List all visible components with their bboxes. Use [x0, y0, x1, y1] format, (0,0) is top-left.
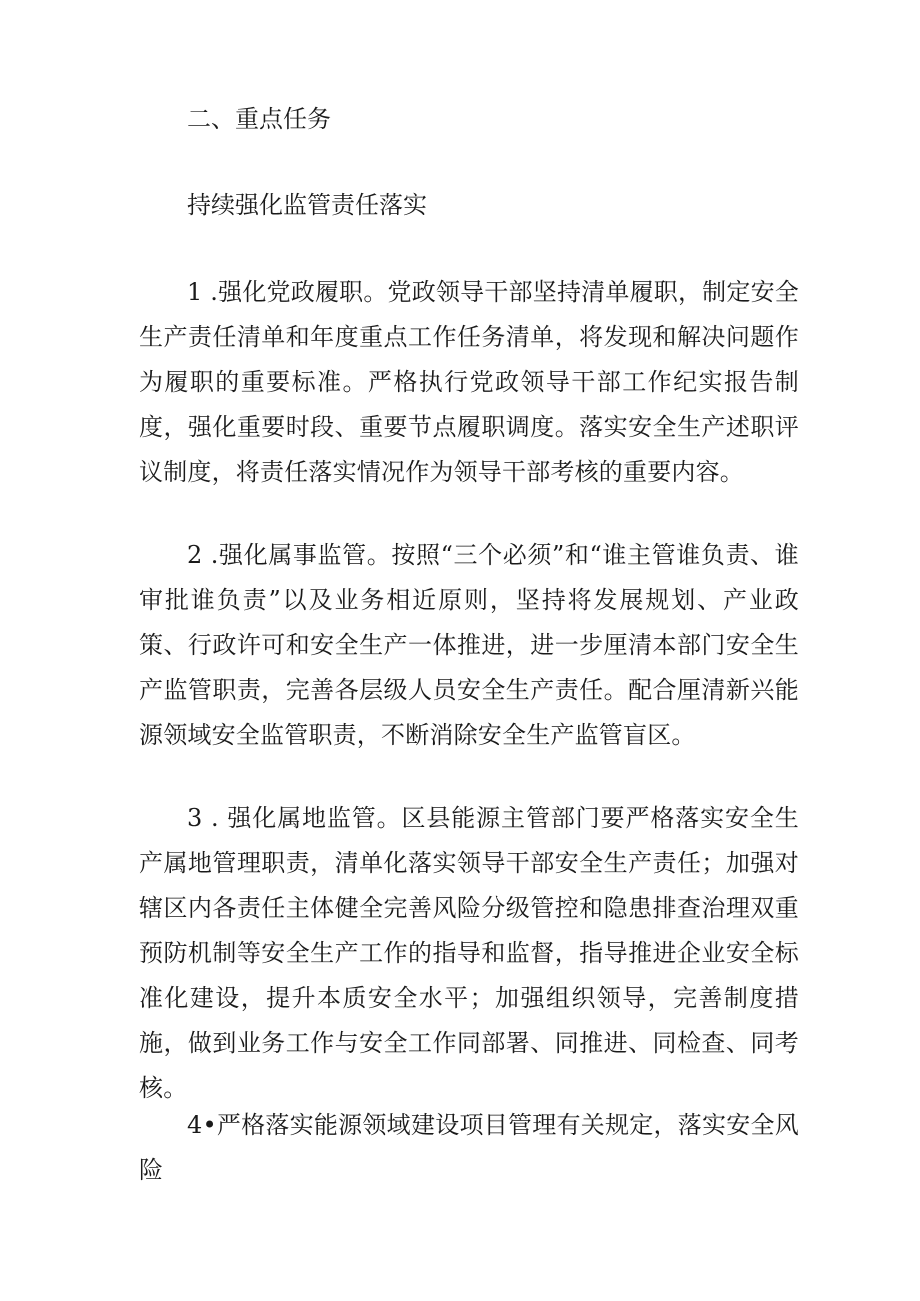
paragraph-1: 1 .强化党政履职。党政领导干部坚持清单履职，制定安全生产责任清单和年度重点工作任务清单，将发现和解决问题作为履职的重要标准。严格执行党政领导干部工作纪实报告制度，强化重要时段、重要节点履职调度。落实安全生产述职评议制度，将责任落实情况作为领导干部考核的重要内容。: [139, 278, 799, 486]
section-heading: 二、重点任务: [187, 105, 331, 133]
paragraph-4: 4•严格落实能源领域建设项目管理有关规定，落实安全风险: [139, 1111, 799, 1184]
subheading: 持续强化监管责任落实: [187, 191, 427, 219]
paragraph-3: 3 . 强化属地监管。区县能源主管部门要严格落实安全生产属地管理职责，清单化落实领导干部安全生产责任；加强对辖区内各责任主体健全完善风险分级管控和隐患排查治理双重预防机制等安全生产工作的指导和监督，指导推进企业安全标准化建设，提升本质安全水平；加强组织领导，完善制度措施，做到业务工作与安全工作同部署、同推进、同检查、同考核。: [139, 804, 799, 1102]
paragraph-2: 2 .强化属事监管。按照“三个必须”和“谁主管谁负责、谁审批谁负责”以及业务相近原则，坚持将发展规划、产业政策、行政许可和安全生产一体推进，进一步厘清本部门安全生产监管职责，完善各层级人员安全生产责任。配合厘清新兴能源领域安全监管职责，不断消除安全生产监管盲区。: [139, 541, 799, 749]
